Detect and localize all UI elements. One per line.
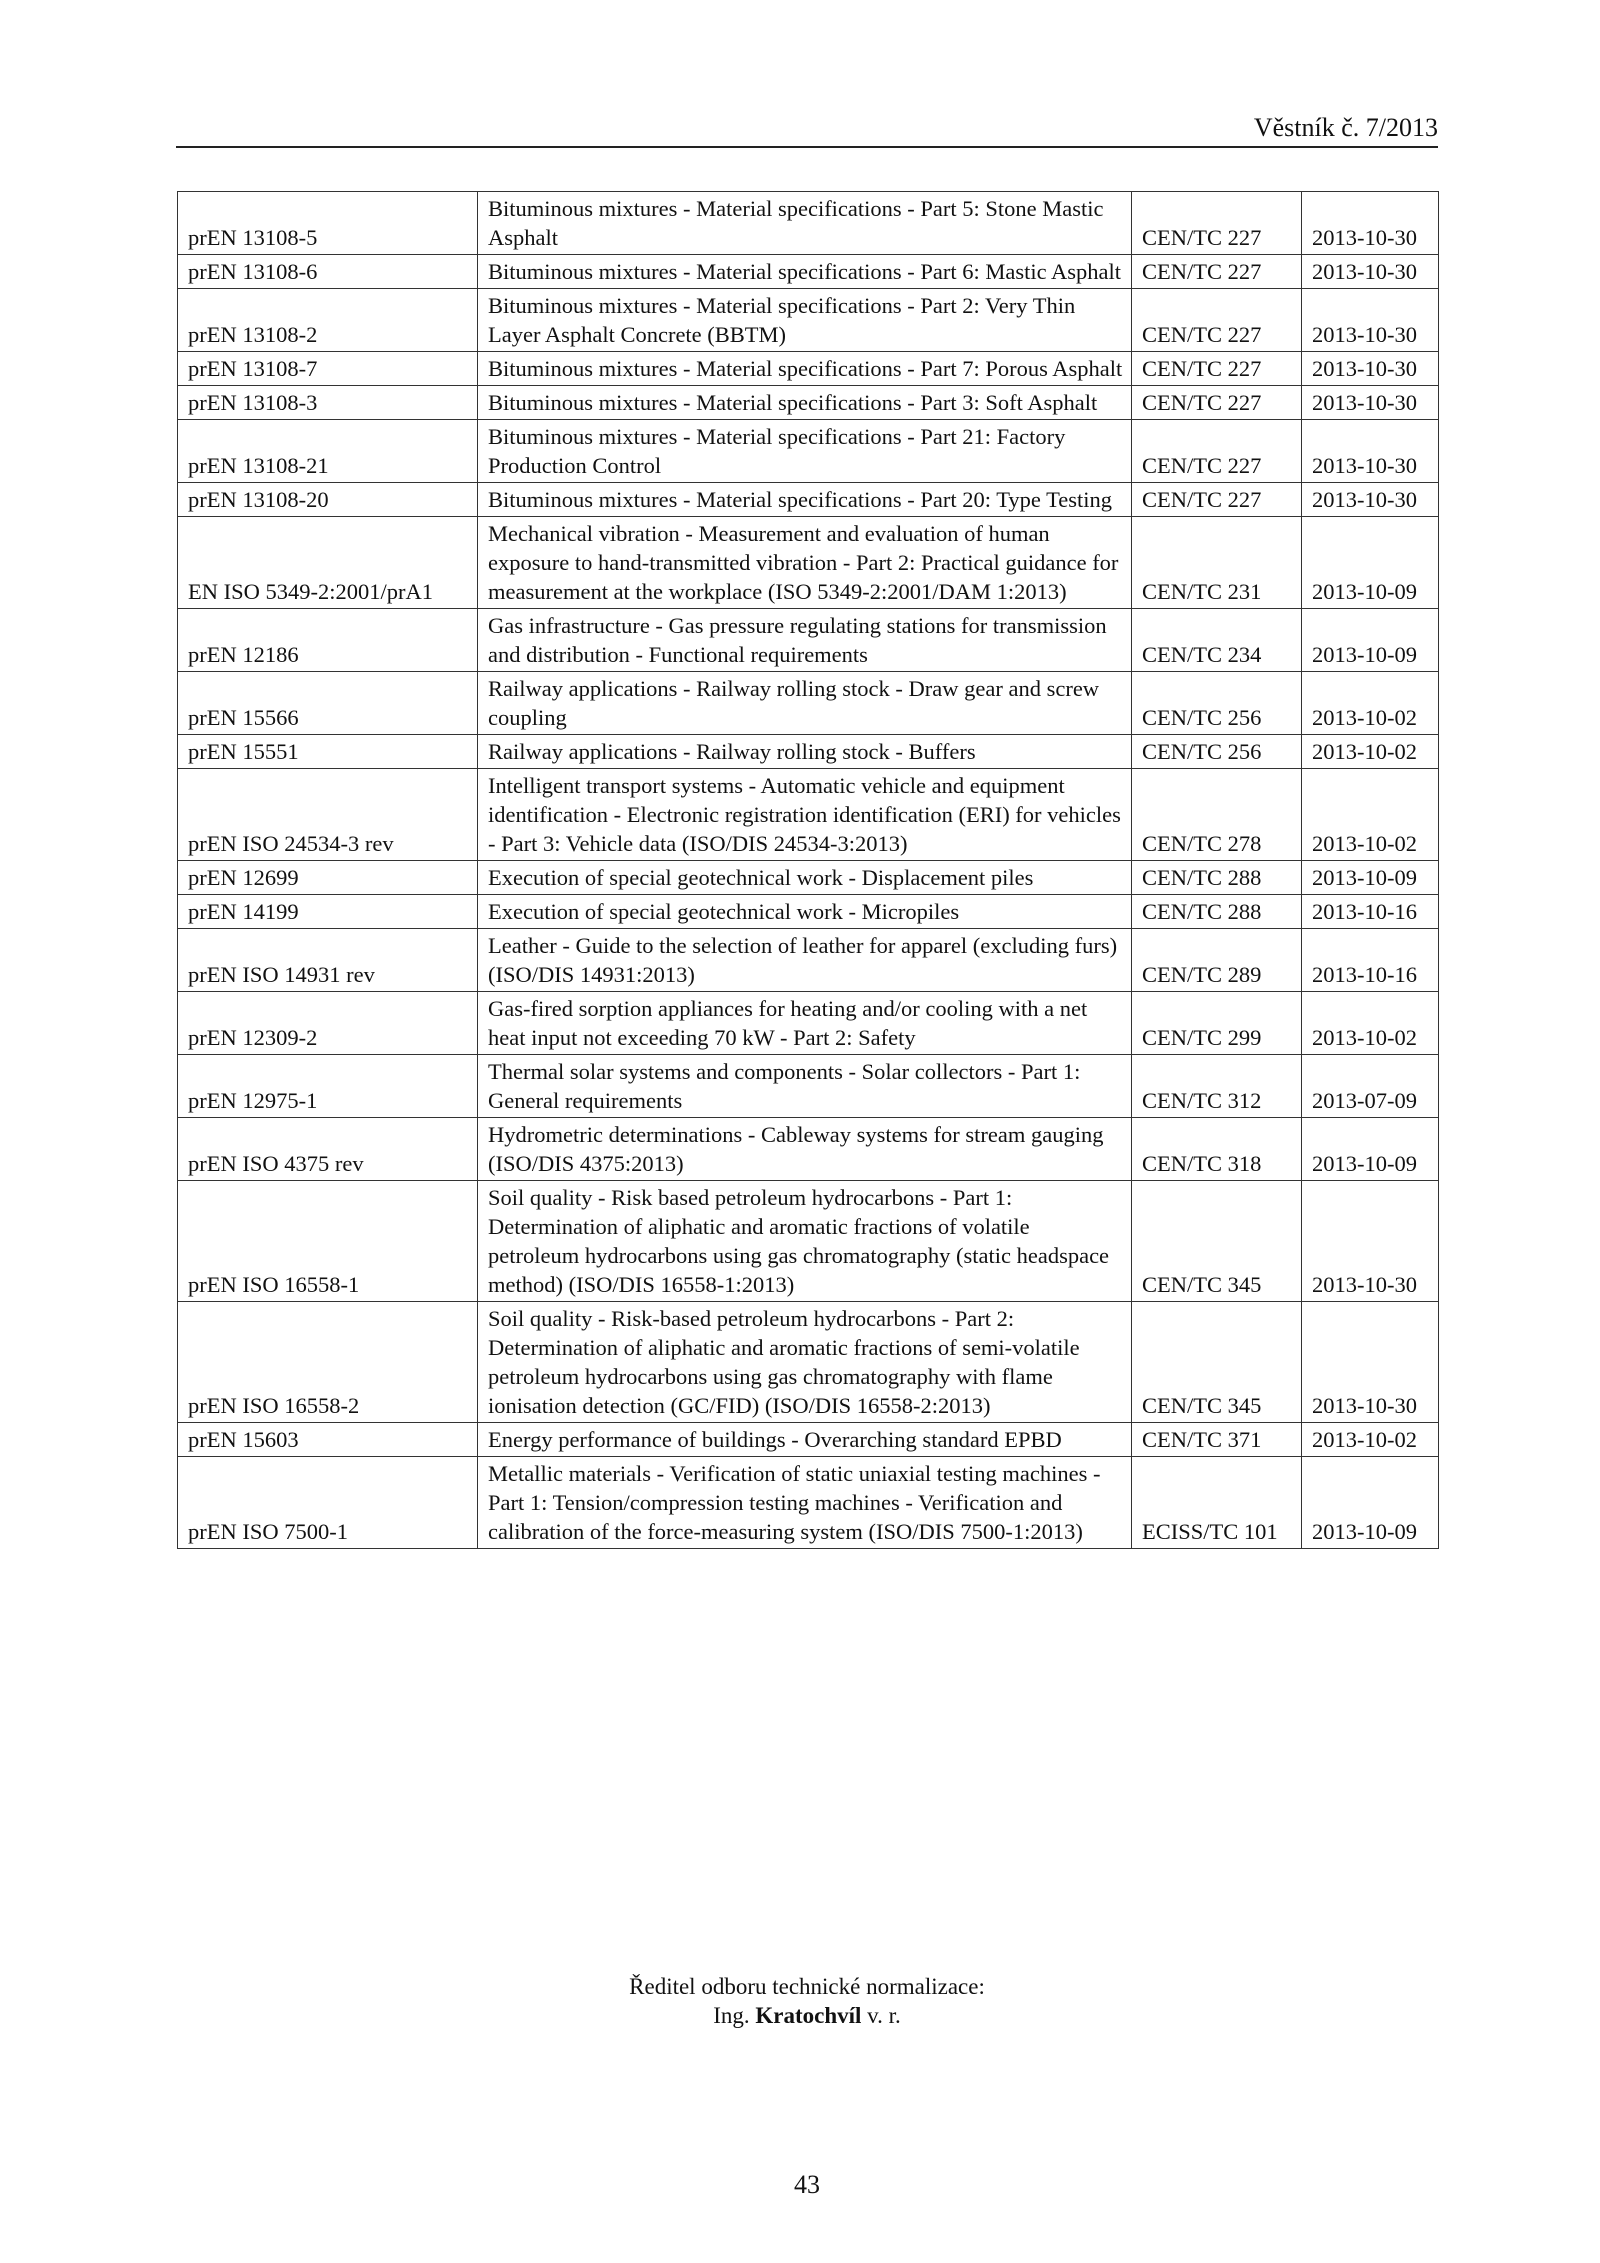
table-row [178,255,1439,289]
signature-role: Ředitel odboru technické normalizace: [629,1974,985,1999]
deadline-date-cell: 2013-10-30 [1302,255,1439,289]
deadline-date-cell: 2013-07-09 [1302,1055,1439,1118]
table-row [178,1302,1439,1423]
standard-code-cell: prEN ISO 16558-2 [178,1302,478,1423]
table-row [178,1423,1439,1457]
table-row [178,192,1439,255]
committee-cell: CEN/TC 256 [1132,672,1302,735]
standard-code-cell: EN ISO 5349-2:2001/prA1 [178,517,478,609]
table-row [178,1118,1439,1181]
deadline-date-cell: 2013-10-16 [1302,929,1439,992]
standard-code-cell: prEN ISO 16558-1 [178,1181,478,1302]
table-row [178,672,1439,735]
committee-cell: CEN/TC 288 [1132,895,1302,929]
committee-cell: CEN/TC 227 [1132,483,1302,517]
table-row [178,1055,1439,1118]
table-row [178,1181,1439,1302]
signature-name: Kratochvíl [755,2003,862,2028]
journal-header: Věstník č. 7/2013 [1253,113,1438,142]
standard-title-cell: Soil quality - Risk-based petroleum hydrocarbons - Part 2: Determination of aliphatic and aromatic fractions of semi-volatile petroleum hydrocarbons using gas chromatography with flame ionisation detection (GC/FID) (ISO/DIS 16558-2:2013) [478,1302,1132,1423]
standard-code-cell: prEN 13108-2 [178,289,478,352]
table-row [178,895,1439,929]
committee-cell: CEN/TC 345 [1132,1302,1302,1423]
standard-title-cell: Leather - Guide to the selection of leather for apparel (excluding furs) (ISO/DIS 14931:2013) [478,929,1132,992]
standard-title-cell: Bituminous mixtures - Material specifications - Part 3: Soft Asphalt [478,386,1132,420]
deadline-date-cell: 2013-10-09 [1302,861,1439,895]
standard-code-cell: prEN 13108-7 [178,352,478,386]
committee-cell: CEN/TC 289 [1132,929,1302,992]
standard-title-cell: Railway applications - Railway rolling stock - Buffers [478,735,1132,769]
standards-table [177,191,1439,1549]
table-row [178,861,1439,895]
deadline-date-cell: 2013-10-30 [1302,352,1439,386]
standard-code-cell: prEN 15566 [178,672,478,735]
deadline-date-cell: 2013-10-09 [1302,609,1439,672]
committee-cell: CEN/TC 227 [1132,420,1302,483]
committee-cell: CEN/TC 312 [1132,1055,1302,1118]
table-row [178,609,1439,672]
table-row [178,929,1439,992]
committee-cell: CEN/TC 288 [1132,861,1302,895]
standard-title-cell: Railway applications - Railway rolling stock - Draw gear and screw coupling [478,672,1132,735]
deadline-date-cell: 2013-10-30 [1302,192,1439,255]
standard-code-cell: prEN 13108-6 [178,255,478,289]
standard-title-cell: Gas-fired sorption appliances for heating and/or cooling with a net heat input not exceeding 70 kW - Part 2: Safety [478,992,1132,1055]
standard-title-cell: Bituminous mixtures - Material specifications - Part 2: Very Thin Layer Asphalt Concrete (BBTM) [478,289,1132,352]
page-number: 43 [794,2170,820,2199]
committee-cell: CEN/TC 227 [1132,255,1302,289]
standard-code-cell: prEN 12699 [178,861,478,895]
standard-code-cell: prEN ISO 24534-3 rev [178,769,478,861]
standard-code-cell: prEN 12975-1 [178,1055,478,1118]
standard-code-cell: prEN 13108-3 [178,386,478,420]
standard-title-cell: Mechanical vibration - Measurement and evaluation of human exposure to hand-transmitted vibration - Part 2: Practical guidance for measurement at the workplace (ISO 5349-2:2001/DAM 1:2013) [478,517,1132,609]
standard-code-cell: prEN 13108-20 [178,483,478,517]
standard-code-cell: prEN 14199 [178,895,478,929]
standard-title-cell: Bituminous mixtures - Material specifications - Part 6: Mastic Asphalt [478,255,1132,289]
committee-cell: CEN/TC 227 [1132,386,1302,420]
standard-code-cell: prEN 12186 [178,609,478,672]
table-row [178,289,1439,352]
table-row [178,735,1439,769]
deadline-date-cell: 2013-10-02 [1302,1423,1439,1457]
table-row [178,992,1439,1055]
signature-name-line [176,2001,1438,2030]
deadline-date-cell: 2013-10-02 [1302,735,1439,769]
deadline-date-cell: 2013-10-30 [1302,386,1439,420]
standard-title-cell: Execution of special geotechnical work - Micropiles [478,895,1132,929]
signature-prefix: Ing. [713,2003,750,2028]
committee-cell: CEN/TC 256 [1132,735,1302,769]
standard-code-cell: prEN 15603 [178,1423,478,1457]
table-row [178,517,1439,609]
standard-title-cell: Hydrometric determinations - Cableway systems for stream gauging (ISO/DIS 4375:2013) [478,1118,1132,1181]
header-divider [176,146,1438,148]
deadline-date-cell: 2013-10-30 [1302,1302,1439,1423]
signature-suffix: v. r. [867,2003,901,2028]
deadline-date-cell: 2013-10-09 [1302,1457,1439,1549]
standard-title-cell: Intelligent transport systems - Automatic vehicle and equipment identification - Electronic registration identification (ERI) for vehicles - Part 3: Vehicle data (ISO/DIS 24534-3:2013) [478,769,1132,861]
deadline-date-cell: 2013-10-02 [1302,769,1439,861]
standard-title-cell: Thermal solar systems and components - Solar collectors - Part 1: General requirements [478,1055,1132,1118]
committee-cell: CEN/TC 371 [1132,1423,1302,1457]
standard-title-cell: Gas infrastructure - Gas pressure regulating stations for transmission and distribution - Functional requirements [478,609,1132,672]
committee-cell: CEN/TC 234 [1132,609,1302,672]
signature-block [176,1972,1438,2030]
table-row [178,483,1439,517]
committee-cell: CEN/TC 227 [1132,289,1302,352]
standard-title-cell: Metallic materials - Verification of static uniaxial testing machines - Part 1: Tension/compression testing machines - Verification and calibration of the force-measuring system (ISO/DIS 7500-1:2013) [478,1457,1132,1549]
deadline-date-cell: 2013-10-02 [1302,672,1439,735]
table-row [178,1457,1439,1549]
standard-code-cell: prEN 13108-21 [178,420,478,483]
committee-cell: CEN/TC 299 [1132,992,1302,1055]
standard-code-cell: prEN 12309-2 [178,992,478,1055]
committee-cell: CEN/TC 278 [1132,769,1302,861]
committee-cell: CEN/TC 345 [1132,1181,1302,1302]
deadline-date-cell: 2013-10-30 [1302,1181,1439,1302]
deadline-date-cell: 2013-10-09 [1302,1118,1439,1181]
standard-title-cell: Bituminous mixtures - Material specifications - Part 21: Factory Production Control [478,420,1132,483]
standard-code-cell: prEN 13108-5 [178,192,478,255]
table-row [178,420,1439,483]
standard-title-cell: Bituminous mixtures - Material specifications - Part 5: Stone Mastic Asphalt [478,192,1132,255]
standards-table-body [178,192,1439,1549]
table-row [178,769,1439,861]
deadline-date-cell: 2013-10-30 [1302,420,1439,483]
committee-cell: CEN/TC 318 [1132,1118,1302,1181]
table-row [178,386,1439,420]
committee-cell: CEN/TC 231 [1132,517,1302,609]
committee-cell: CEN/TC 227 [1132,352,1302,386]
standard-code-cell: prEN 15551 [178,735,478,769]
committee-cell: CEN/TC 227 [1132,192,1302,255]
standard-title-cell: Bituminous mixtures - Material specifications - Part 7: Porous Asphalt [478,352,1132,386]
deadline-date-cell: 2013-10-02 [1302,992,1439,1055]
deadline-date-cell: 2013-10-16 [1302,895,1439,929]
standard-code-cell: prEN ISO 14931 rev [178,929,478,992]
standard-title-cell: Execution of special geotechnical work - Displacement piles [478,861,1132,895]
deadline-date-cell: 2013-10-09 [1302,517,1439,609]
standard-title-cell: Soil quality - Risk based petroleum hydrocarbons - Part 1: Determination of aliphatic and aromatic fractions of volatile petroleum hydrocarbons using gas chromatography (static headspace method) (ISO/DIS 16558-1:2013) [478,1181,1132,1302]
standard-code-cell: prEN ISO 7500-1 [178,1457,478,1549]
deadline-date-cell: 2013-10-30 [1302,289,1439,352]
standard-title-cell: Energy performance of buildings - Overarching standard EPBD [478,1423,1132,1457]
standard-title-cell: Bituminous mixtures - Material specifications - Part 20: Type Testing [478,483,1132,517]
standard-code-cell: prEN ISO 4375 rev [178,1118,478,1181]
committee-cell: ECISS/TC 101 [1132,1457,1302,1549]
table-row [178,352,1439,386]
deadline-date-cell: 2013-10-30 [1302,483,1439,517]
